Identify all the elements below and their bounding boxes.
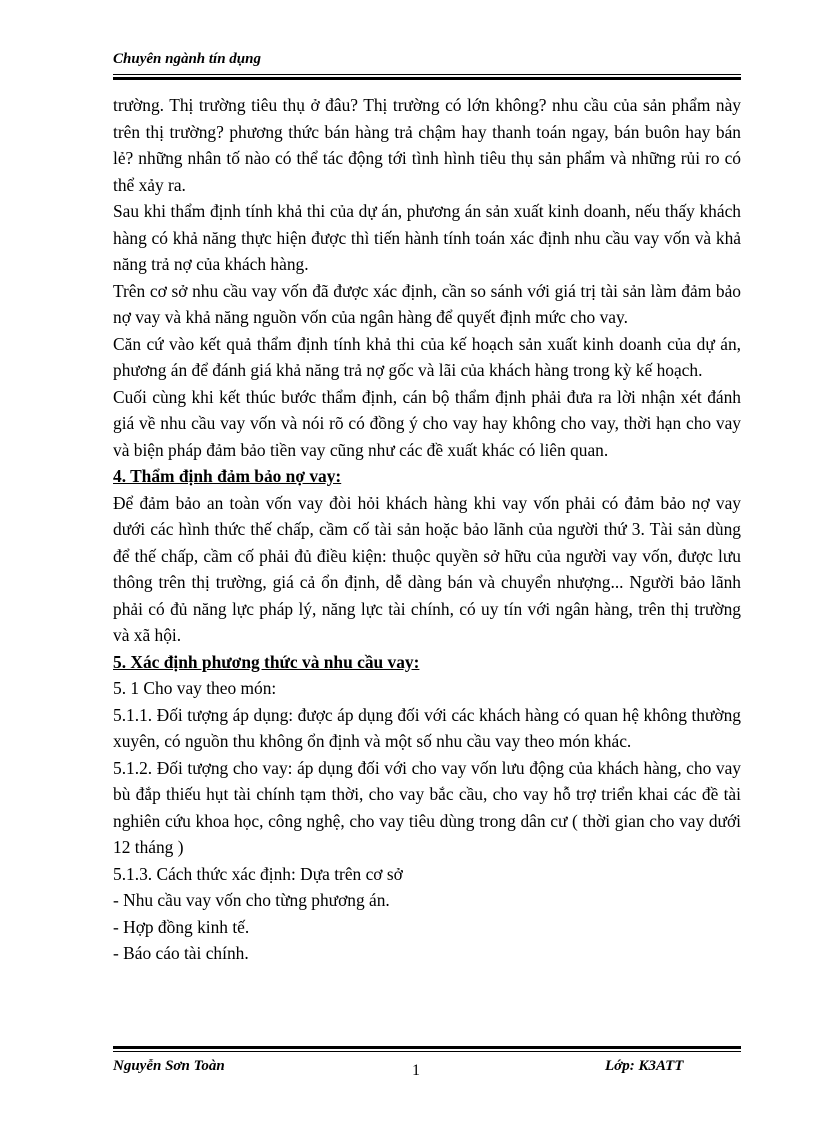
paragraph-conclusion: Cuối cùng khi kết thúc bước thẩm định, cán bộ thẩm định phải đưa ra lời nhận xét đánh giá về nhu cầu vay vốn và nói rõ có đồng ý cho vay hay không cho vay, thời hạn cho vay và biện pháp đảm bảo tiền vay cũng như các đề xuất khác có liên quan. bbox=[113, 386, 741, 460]
section-heading-5: 5. Xác định phương thức và nhu cầu vay: bbox=[113, 651, 420, 672]
list-item: - Hợp đồng kinh tế. bbox=[113, 916, 250, 937]
page-number: 1 bbox=[412, 1062, 420, 1079]
footer-rule-thick bbox=[113, 1046, 741, 1049]
header-rule-thin bbox=[113, 74, 741, 75]
paragraph-feasibility: Sau khi thẩm định tính khả thi của dự án, phương án sản xuất kinh doanh, nếu thấy khách hàng có khả năng thực hiện được thì tiến hành tính toán xác định nhu cầu vay vốn và khả năng trả nợ của khách hàng. bbox=[113, 201, 741, 274]
document-body bbox=[113, 92, 741, 967]
header-title: Chuyên ngành tín dụng bbox=[113, 51, 261, 67]
footer-author: Nguyễn Sơn Toàn bbox=[113, 1058, 225, 1074]
list-item: - Nhu cầu vay vốn cho từng phương án. bbox=[113, 890, 390, 910]
paragraph-5-1-1: 5.1.1. Đối tượng áp dụng: được áp dụng đối với các khách hàng có quan hệ không thường xuyên, có nguồn thu không ổn định và một số nhu cầu vay theo món khác. bbox=[113, 704, 741, 751]
section-heading-4: 4. Thẩm định đảm bảo nợ vay: bbox=[113, 466, 342, 486]
paragraph-comparison: Trên cơ sở nhu cầu vay vốn đã được xác định, cần so sánh với giá trị tài sản làm đảm bảo nợ vay và khả năng nguồn vốn của ngân hàng để quyết định mức cho vay. bbox=[113, 280, 741, 327]
paragraph-collateral: Để đảm bảo an toàn vốn vay đòi hỏi khách hàng khi vay vốn phải có đảm bảo nợ vay dưới các hình thức thế chấp, cầm cố tài sản hoặc bảo lãnh của người thứ 3. Tài sản dùng để thế chấp, cầm cố phải đủ điều kiện: thuộc quyền sở hữu của người vay vốn, được lưu thông trên thị trường, giá cả ổn định, dễ dàng bán và chuyển nhượng... Người bảo lãnh phải có đủ năng lực pháp lý, năng lực tài chính, có uy tín với ngân hàng, trên thị trường và xã hội. bbox=[113, 492, 741, 645]
paragraph-5-1-3: 5.1.3. Cách thức xác định: Dựa trên cơ sở bbox=[113, 863, 403, 884]
subheading-5-1: 5. 1 Cho vay theo món: bbox=[113, 678, 277, 698]
footer-class: Lớp: K3ATT bbox=[605, 1058, 684, 1074]
paragraph-market: trường. Thị trường tiêu thụ ở đâu? Thị trường có lớn không? nhu cầu của sản phẩm này trên thị trường? phương thức bán hàng trả chậm hay thanh toán ngay, bán buôn hay bán lẻ? những nhân tố nào có thể tác động tới tình hình tiêu thụ sản phẩm và những rủi ro có thể xảy ra. bbox=[113, 95, 741, 195]
header-rule-thick bbox=[113, 77, 741, 80]
paragraph-repayment: Căn cứ vào kết quả thẩm định tính khả thi của kế hoạch sản xuất kinh doanh của dự án, phương án để đánh giá khả năng trả nợ gốc và lãi của khách hàng trong kỳ kế hoạch. bbox=[113, 333, 741, 380]
list-item: - Báo cáo tài chính. bbox=[113, 943, 249, 963]
paragraph-5-1-2: 5.1.2. Đối tượng cho vay: áp dụng đối với cho vay vốn lưu động của khách hàng, cho vay bù đắp thiếu hụt tài chính tạm thời, cho vay bắc cầu, cho vay hỗ trợ triển khai các đề tài nghiên cứu khoa học, công nghệ, cho vay tiêu dùng trong dân cư ( thời gian cho vay dưới 12 tháng ) bbox=[113, 757, 741, 857]
footer-rule-thin bbox=[113, 1051, 741, 1052]
